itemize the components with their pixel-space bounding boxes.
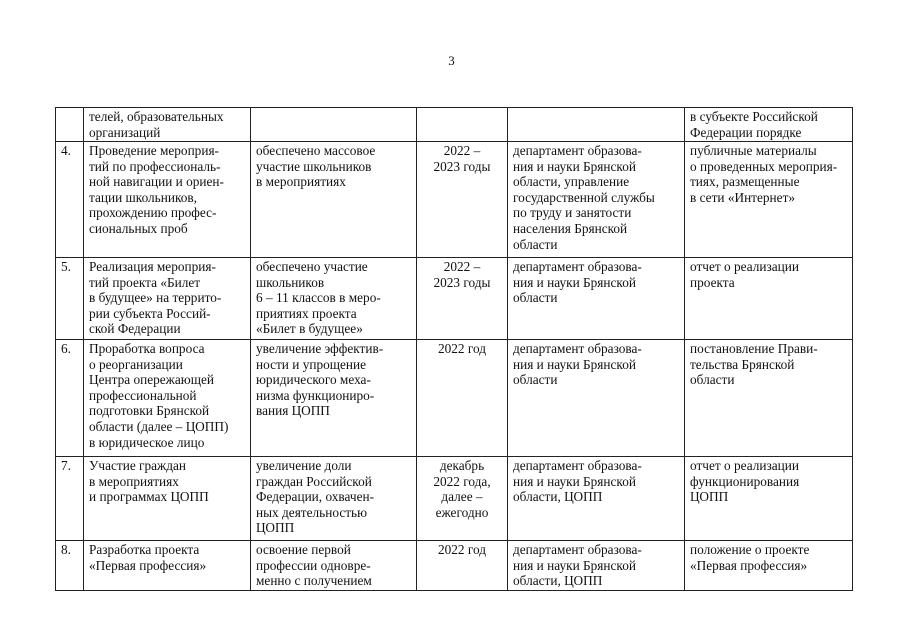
result-cell: обеспечено участие школьников 6 – 11 классов в меро- приятиях проекта «Билет в будущее» (251, 258, 417, 340)
plan-table (55, 107, 853, 591)
event-cell: Проведение мероприя- тий по профессиональ- ной навигации и ориен- тации школьников, прохождению профес- сиональных проб (84, 142, 251, 258)
result-cell: обеспечено массовое участие школьников в мероприятиях (251, 142, 417, 258)
result-cell: освоение первой профессии одновре- менно с получением (251, 541, 417, 591)
responsible-cell: департамент образова- ния и науки Брянской области, ЦОПП (508, 457, 685, 541)
document-cell: в субъекте Российской Федерации порядке (685, 108, 853, 142)
responsible-cell: департамент образова- ния и науки Брянской области, управление государственной службы по труду и занятости населения Брянской области (508, 142, 685, 258)
deadline-cell: декабрь 2022 года, далее – ежегодно (417, 457, 508, 541)
page-number: 3 (448, 53, 455, 68)
table-row (56, 541, 853, 591)
row-number: 8. (56, 541, 84, 591)
document-cell: положение о проекте «Первая профессия» (685, 541, 853, 591)
row-number (56, 108, 84, 142)
result-cell (251, 108, 417, 142)
table-row (56, 340, 853, 457)
event-cell: телей, образовательных организаций (84, 108, 251, 142)
responsible-cell: департамент образова- ния и науки Брянской области (508, 340, 685, 457)
document-cell: отчет о реализации проекта (685, 258, 853, 340)
deadline-cell (417, 108, 508, 142)
responsible-cell: департамент образова- ния и науки Брянской области (508, 258, 685, 340)
table-row (56, 142, 853, 258)
row-number: 7. (56, 457, 84, 541)
table-row (56, 258, 853, 340)
event-cell: Реализация мероприя- тий проекта «Билет в будущее» на террито- рии субъекта Россий- ской Федерации (84, 258, 251, 340)
row-number: 5. (56, 258, 84, 340)
row-number: 4. (56, 142, 84, 258)
deadline-cell: 2022 – 2023 годы (417, 258, 508, 340)
document-cell: отчет о реализации функционирования ЦОПП (685, 457, 853, 541)
document-cell: постановление Прави- тельства Брянской области (685, 340, 853, 457)
responsible-cell: департамент образова- ния и науки Брянской области, ЦОПП (508, 541, 685, 591)
document-cell: публичные материалы о проведенных мероприя- тиях, размещенные в сети «Интернет» (685, 142, 853, 258)
row-number: 6. (56, 340, 84, 457)
result-cell: увеличение эффектив- ности и упрощение юридического меха- низма функциониро- вания ЦОПП (251, 340, 417, 457)
table-row (56, 108, 853, 142)
deadline-cell: 2022 – 2023 годы (417, 142, 508, 258)
deadline-cell: 2022 год (417, 541, 508, 591)
table-row (56, 457, 853, 541)
event-cell: Проработка вопроса о реорганизации Центра опережающей профессиональной подготовки Брянской области (далее – ЦОПП) в юридическое лицо (84, 340, 251, 457)
deadline-cell: 2022 год (417, 340, 508, 457)
responsible-cell (508, 108, 685, 142)
event-cell: Участие граждан в мероприятиях и программах ЦОПП (84, 457, 251, 541)
result-cell: увеличение доли граждан Российской Федерации, охвачен- ных деятельностью ЦОПП (251, 457, 417, 541)
event-cell: Разработка проекта «Первая профессия» (84, 541, 251, 591)
